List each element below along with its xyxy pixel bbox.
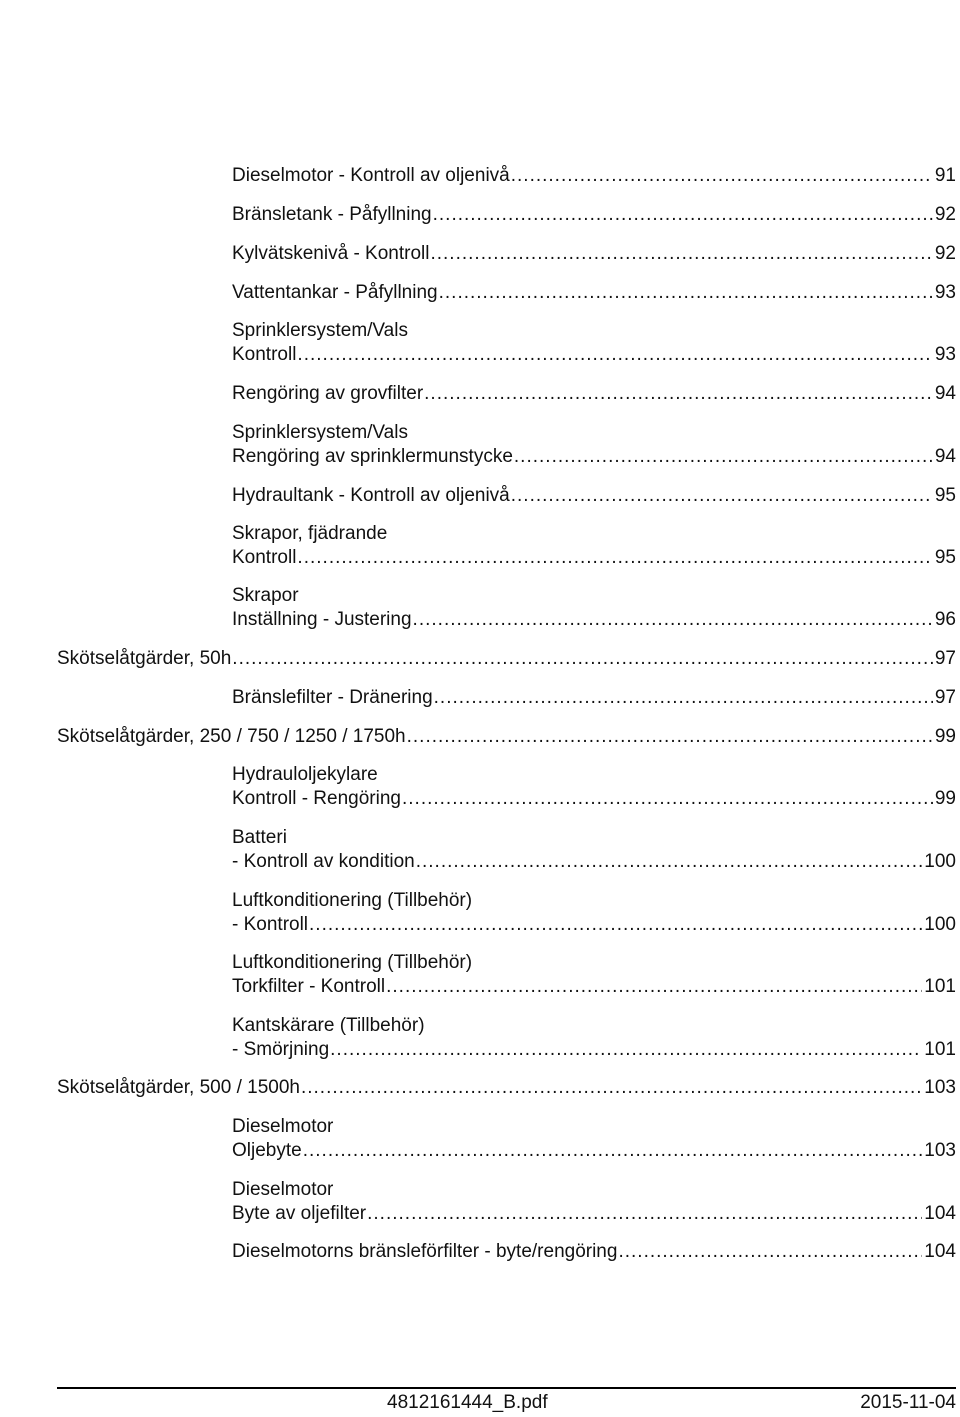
toc-entry-line bbox=[57, 725, 956, 749]
toc-entry-title: Vattentankar - Påfyllning bbox=[232, 282, 438, 303]
toc-entry[interactable] bbox=[232, 242, 956, 266]
toc-entry-title: Bränslefilter - Dränering bbox=[232, 687, 433, 708]
toc-entry-line bbox=[232, 382, 956, 406]
toc-entry-title: Dieselmotorns bränsleförfilter - byte/rengöring bbox=[232, 1241, 618, 1262]
toc-entry-title: Hydraultank - Kontroll av oljenivå bbox=[232, 485, 510, 506]
toc-entry-title: Kontroll bbox=[232, 547, 297, 568]
toc-entry[interactable] bbox=[232, 319, 956, 367]
toc-entry-page: 104 bbox=[924, 1241, 956, 1262]
toc-entry-heading: Batteri bbox=[232, 827, 287, 848]
toc-entry-title: Torkfilter - Kontroll bbox=[232, 976, 386, 997]
dot-leader bbox=[407, 725, 933, 749]
toc-entry-page: 95 bbox=[934, 485, 956, 506]
toc-entry[interactable] bbox=[232, 421, 956, 469]
toc-entry[interactable] bbox=[232, 1014, 956, 1062]
toc-entry-line bbox=[232, 1038, 956, 1062]
dot-leader bbox=[434, 686, 933, 710]
toc-entry[interactable] bbox=[232, 164, 956, 188]
toc-entry-page: 95 bbox=[934, 547, 956, 568]
dot-leader bbox=[514, 445, 933, 469]
toc-entry-line bbox=[232, 242, 956, 266]
toc-entry-line bbox=[232, 913, 956, 937]
toc-entry-line bbox=[232, 203, 956, 227]
toc-entry-heading: Dieselmotor bbox=[232, 1116, 334, 1137]
toc-entry-line bbox=[232, 546, 956, 570]
toc-entry[interactable] bbox=[232, 1115, 956, 1163]
toc-entry-heading: Sprinklersystem/Vals bbox=[232, 320, 408, 341]
dot-leader bbox=[367, 1202, 922, 1226]
toc-entry-heading: Dieselmotor bbox=[232, 1179, 334, 1200]
toc-entry-heading: Luftkonditionering (Tillbehör) bbox=[232, 952, 473, 973]
toc-entry-title: Kontroll - Rengöring bbox=[232, 788, 401, 809]
toc-entry-page: 93 bbox=[934, 344, 956, 365]
toc-entry-line bbox=[232, 686, 956, 710]
toc-entry[interactable] bbox=[232, 1178, 956, 1226]
toc-entry-line bbox=[232, 484, 956, 508]
toc-entry[interactable] bbox=[232, 763, 956, 811]
toc-entry-line bbox=[232, 975, 956, 999]
toc-entry-title: Byte av oljefilter bbox=[232, 1203, 367, 1224]
toc-entry[interactable] bbox=[232, 584, 956, 632]
toc-entry[interactable] bbox=[232, 203, 956, 227]
toc-entry-page: 93 bbox=[934, 282, 956, 303]
dot-leader bbox=[511, 164, 933, 188]
toc-entry-page: 94 bbox=[934, 383, 956, 404]
toc-entry[interactable] bbox=[232, 281, 956, 305]
toc-entry-heading: Kantskärare (Tillbehör) bbox=[232, 1015, 425, 1036]
toc-entry-line bbox=[232, 787, 956, 811]
dot-leader bbox=[511, 484, 933, 508]
toc-entry-page: 99 bbox=[934, 726, 956, 747]
toc-entry-page: 101 bbox=[924, 976, 956, 997]
toc-entry-page: 91 bbox=[934, 165, 956, 186]
toc-section-title: Skötselåtgärder, 250 / 750 / 1250 / 1750h bbox=[57, 726, 406, 747]
dot-leader bbox=[301, 1076, 922, 1100]
toc-entry[interactable] bbox=[232, 686, 956, 710]
dot-leader bbox=[303, 1139, 923, 1163]
toc-entry[interactable] bbox=[232, 889, 956, 937]
toc-entry-page: 103 bbox=[924, 1077, 956, 1098]
toc-entry-title: - Kontroll bbox=[232, 914, 309, 935]
toc-section-title: Skötselåtgärder, 500 / 1500h bbox=[57, 1077, 300, 1098]
dot-leader bbox=[433, 203, 933, 227]
toc-entry-page: 103 bbox=[924, 1140, 956, 1161]
footer-date: 2015-11-04 bbox=[860, 1392, 956, 1413]
dot-leader bbox=[297, 546, 932, 570]
dot-leader bbox=[297, 343, 932, 367]
toc-section[interactable] bbox=[57, 725, 956, 749]
toc-entry-page: 101 bbox=[924, 1039, 956, 1060]
toc-section-title: Skötselåtgärder, 50h bbox=[57, 648, 232, 669]
toc-entry-line bbox=[232, 608, 956, 632]
toc-entry-title: Inställning - Justering bbox=[232, 609, 412, 630]
toc-entry-title: Bränsletank - Påfyllning bbox=[232, 204, 432, 225]
dot-leader bbox=[386, 975, 922, 999]
toc-entry-heading: Skrapor, fjädrande bbox=[232, 523, 388, 544]
dot-leader bbox=[402, 787, 933, 811]
toc-entry-title: Kontroll bbox=[232, 344, 297, 365]
toc-entry[interactable] bbox=[232, 522, 956, 570]
toc-entry-page: 100 bbox=[924, 851, 956, 872]
dot-leader bbox=[416, 850, 923, 874]
toc-entry-line bbox=[232, 1240, 956, 1264]
dot-leader bbox=[232, 647, 933, 671]
dot-leader bbox=[309, 913, 922, 937]
toc-entry-title: Kylvätskenivå - Kontroll bbox=[232, 243, 430, 264]
toc-entry-title: Rengöring av sprinklermunstycke bbox=[232, 446, 513, 467]
dot-leader bbox=[439, 281, 933, 305]
toc-entry-page: 104 bbox=[924, 1203, 956, 1224]
dot-leader bbox=[618, 1240, 922, 1264]
toc-section[interactable] bbox=[57, 647, 956, 671]
toc-entry-page: 92 bbox=[934, 243, 956, 264]
toc-entry[interactable] bbox=[232, 826, 956, 874]
dot-leader bbox=[430, 242, 932, 266]
toc-entry[interactable] bbox=[232, 1240, 956, 1264]
toc-entry-page: 92 bbox=[934, 204, 956, 225]
dot-leader bbox=[330, 1038, 922, 1062]
toc-entry-line bbox=[232, 445, 956, 469]
dot-leader bbox=[413, 608, 933, 632]
toc-entry-page: 99 bbox=[934, 788, 956, 809]
toc-entry-title: Rengöring av grovfilter bbox=[232, 383, 424, 404]
toc-entry[interactable] bbox=[232, 951, 956, 999]
toc-entry-page: 94 bbox=[934, 446, 956, 467]
toc-entry-line bbox=[57, 1076, 956, 1100]
toc-entry-heading: Skrapor bbox=[232, 585, 299, 606]
toc-entry-line bbox=[57, 647, 956, 671]
footer-filename: 4812161444_B.pdf bbox=[387, 1392, 548, 1413]
toc-entry[interactable] bbox=[232, 484, 956, 508]
toc-entry-heading: Luftkonditionering (Tillbehör) bbox=[232, 890, 473, 911]
toc-entry-page: 100 bbox=[924, 914, 956, 935]
toc-entry-page: 97 bbox=[934, 648, 956, 669]
toc-entry-line bbox=[232, 164, 956, 188]
toc-entry-title: - Smörjning bbox=[232, 1039, 330, 1060]
toc-entry-line bbox=[232, 850, 956, 874]
toc-entry-heading: Sprinklersystem/Vals bbox=[232, 422, 408, 443]
toc-entry-title: Dieselmotor - Kontroll av oljenivå bbox=[232, 165, 510, 186]
toc-entry[interactable] bbox=[232, 382, 956, 406]
toc-section[interactable] bbox=[57, 1076, 956, 1100]
toc-entry-title: - Kontroll av kondition bbox=[232, 851, 415, 872]
toc-entry-title: Oljebyte bbox=[232, 1140, 302, 1161]
dot-leader bbox=[424, 382, 933, 406]
toc-entry-line bbox=[232, 1139, 956, 1163]
toc-entry-line bbox=[232, 1202, 956, 1226]
toc-entry-page: 96 bbox=[934, 609, 956, 630]
toc-entry-line bbox=[232, 343, 956, 367]
toc-entry-heading: Hydrauloljekylare bbox=[232, 764, 378, 785]
toc-entry-page: 97 bbox=[934, 687, 956, 708]
footer-divider bbox=[57, 1387, 956, 1389]
toc-entry-line bbox=[232, 281, 956, 305]
